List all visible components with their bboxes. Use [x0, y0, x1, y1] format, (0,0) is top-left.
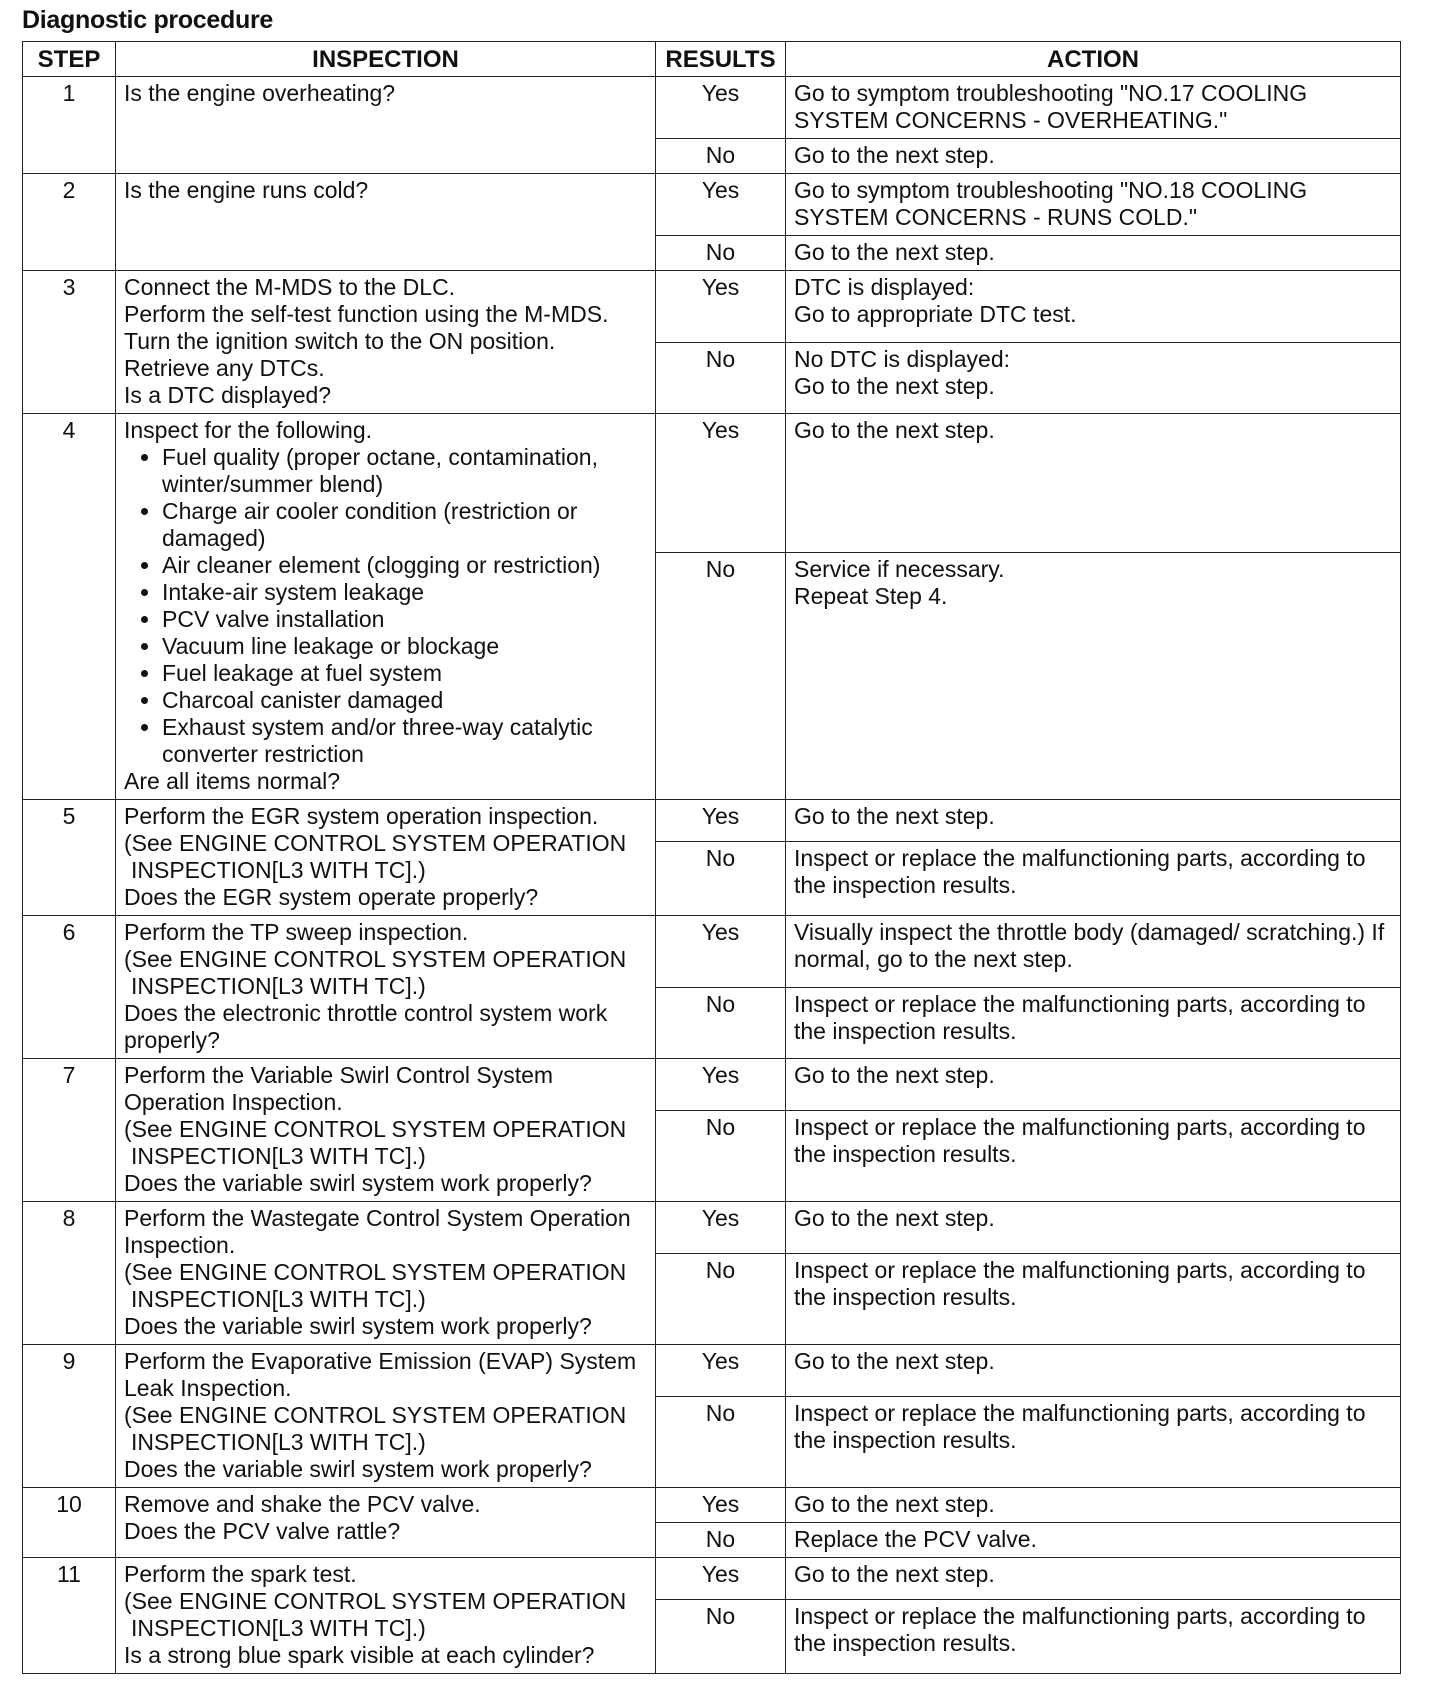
inspection-line: Perform the self-test function using the M-MDS. — [124, 301, 609, 327]
inspection-line: INSPECTION[L3 WITH TC].) — [131, 1286, 426, 1312]
table-row — [23, 174, 1401, 236]
inspection-cell — [116, 800, 656, 916]
action-line: Visually inspect the throttle body (damaged/ scratching.) If normal, go to the next step. — [794, 919, 1385, 972]
action-line: No DTC is displayed: — [794, 345, 1011, 372]
action-cell — [786, 916, 1401, 988]
result-value: No — [656, 553, 786, 800]
action-cell — [786, 987, 1401, 1059]
header-inspection: INSPECTION — [116, 42, 656, 77]
inspection-cell — [116, 414, 656, 800]
result-value: Yes — [656, 1059, 786, 1111]
table-row — [23, 916, 1401, 988]
action-line: Go to the next step. — [794, 239, 995, 265]
inspection-question: Are all items normal? — [124, 768, 341, 794]
step-number: 7 — [23, 1059, 116, 1202]
action-line: Service if necessary. — [794, 556, 1005, 583]
action-cell — [786, 1599, 1401, 1673]
inspection-cell — [116, 1558, 656, 1674]
result-value: Yes — [656, 1488, 786, 1523]
inspection-line: (See ENGINE CONTROL SYSTEM OPERATION — [124, 1588, 627, 1614]
action-cell — [786, 77, 1401, 139]
page-title: Diagnostic procedure — [22, 6, 273, 34]
inspection-checklist — [124, 444, 649, 768]
action-cell — [786, 553, 1401, 800]
action-line: Replace the PCV valve. — [794, 1526, 1037, 1552]
result-value: Yes — [656, 1558, 786, 1600]
inspection-line: Is the engine runs cold? — [124, 177, 369, 203]
result-value: Yes — [656, 77, 786, 139]
diagnostic-table — [22, 41, 1401, 1674]
inspection-line: Perform the EGR system operation inspection. — [124, 803, 599, 829]
action-line: Go to the next step. — [794, 1062, 995, 1088]
inspection-line: Perform the TP sweep inspection. — [124, 919, 469, 945]
inspection-cell — [116, 77, 656, 174]
action-line: Inspect or replace the malfunctioning parts, according to the inspection results. — [794, 1602, 1366, 1656]
inspection-line: INSPECTION[L3 WITH TC].) — [131, 973, 426, 999]
action-cell — [786, 414, 1401, 553]
action-cell — [786, 1523, 1401, 1558]
step-number: 9 — [23, 1345, 116, 1488]
inspection-line: Is the engine overheating? — [124, 80, 396, 106]
action-cell — [786, 174, 1401, 236]
action-line: Go to the next step. — [794, 1348, 995, 1374]
action-cell — [786, 841, 1401, 915]
inspection-line: Perform the Wastegate Control System Operation Inspection. — [124, 1205, 631, 1258]
table-row — [23, 77, 1401, 139]
list-item: • Intake-air system leakage — [162, 579, 649, 606]
step-number: 6 — [23, 916, 116, 1059]
inspection-line: Does the PCV valve rattle? — [124, 1518, 401, 1544]
list-item: • Air cleaner element (clogging or restriction) — [162, 552, 649, 579]
header-results: RESULTS — [656, 42, 786, 77]
result-value: Yes — [656, 916, 786, 988]
header-step: STEP — [23, 42, 116, 77]
action-cell — [786, 236, 1401, 271]
result-value: No — [656, 841, 786, 915]
inspection-line: Connect the M-MDS to the DLC. — [124, 274, 456, 300]
action-line: Inspect or replace the malfunctioning parts, according to the inspection results. — [794, 844, 1366, 898]
table-body — [23, 77, 1401, 1674]
result-value: Yes — [656, 414, 786, 553]
inspection-line: (See ENGINE CONTROL SYSTEM OPERATION — [124, 1116, 627, 1142]
result-value: Yes — [656, 1345, 786, 1397]
table-row — [23, 1345, 1401, 1397]
table-row — [23, 1558, 1401, 1600]
list-item: • PCV valve installation — [162, 606, 649, 633]
action-cell — [786, 1396, 1401, 1487]
action-line: Go to the next step. — [794, 142, 995, 168]
table-row — [23, 1488, 1401, 1523]
inspection-line: Is a DTC displayed? — [124, 382, 332, 408]
action-cell — [786, 1110, 1401, 1201]
result-value: Yes — [656, 271, 786, 343]
inspection-line: INSPECTION[L3 WITH TC].) — [131, 1143, 426, 1169]
step-number: 2 — [23, 174, 116, 271]
inspection-line: INSPECTION[L3 WITH TC].) — [131, 1429, 426, 1455]
inspection-line: Does the variable swirl system work properly? — [124, 1170, 592, 1196]
action-line: Go to symptom troubleshooting "NO.17 COOLING SYSTEM CONCERNS - OVERHEATING." — [794, 80, 1308, 133]
inspection-line: INSPECTION[L3 WITH TC].) — [131, 857, 426, 883]
inspection-line: Does the variable swirl system work properly? — [124, 1456, 592, 1482]
inspection-cell — [116, 174, 656, 271]
action-line: Go to appropriate DTC test. — [794, 301, 1077, 327]
result-value: No — [656, 236, 786, 271]
action-line: Go to symptom troubleshooting "NO.18 COOLING SYSTEM CONCERNS - RUNS COLD." — [794, 177, 1308, 230]
step-number: 10 — [23, 1488, 116, 1558]
result-value: No — [656, 342, 786, 414]
list-item: • Fuel leakage at fuel system — [162, 660, 649, 687]
result-value: No — [656, 139, 786, 174]
action-cell — [786, 1202, 1401, 1254]
list-item: • Charcoal canister damaged — [162, 687, 649, 714]
list-item: • Fuel quality (proper octane, contamination, winter/summer blend) — [162, 444, 649, 498]
step-number: 4 — [23, 414, 116, 800]
result-value: No — [656, 987, 786, 1059]
table-row — [23, 800, 1401, 842]
inspection-line: Does the EGR system operate properly? — [124, 884, 539, 910]
action-line: Repeat Step 4. — [794, 583, 948, 610]
result-value: No — [656, 1599, 786, 1673]
list-item: • Exhaust system and/or three-way catalytic converter restriction — [162, 714, 649, 768]
step-number: 11 — [23, 1558, 116, 1674]
action-line: Inspect or replace the malfunctioning parts, according to the inspection results. — [794, 990, 1366, 1044]
result-value: No — [656, 1110, 786, 1201]
inspection-cell — [116, 1345, 656, 1488]
inspection-line: Is a strong blue spark visible at each cylinder? — [124, 1642, 595, 1668]
inspection-line: Perform the Evaporative Emission (EVAP) System Leak Inspection. — [124, 1348, 637, 1401]
inspection-line: Perform the spark test. — [124, 1561, 357, 1587]
inspection-cell — [116, 1059, 656, 1202]
action-line: Go to the next step. — [794, 1561, 995, 1587]
action-cell — [786, 1345, 1401, 1397]
inspection-line: Perform the Variable Swirl Control System Operation Inspection. — [124, 1062, 554, 1115]
header-action: ACTION — [786, 42, 1401, 77]
inspection-cell — [116, 1488, 656, 1558]
result-value: Yes — [656, 1202, 786, 1254]
table-row — [23, 271, 1401, 343]
step-number: 8 — [23, 1202, 116, 1345]
inspection-line: INSPECTION[L3 WITH TC].) — [131, 1615, 426, 1641]
action-line: Inspect or replace the malfunctioning parts, according to the inspection results. — [794, 1256, 1366, 1310]
action-line: Go to the next step. — [794, 1491, 995, 1517]
table-row — [23, 1202, 1401, 1254]
inspection-line: (See ENGINE CONTROL SYSTEM OPERATION — [124, 946, 627, 972]
action-line: Go to the next step. — [794, 803, 995, 829]
inspection-line: (See ENGINE CONTROL SYSTEM OPERATION — [124, 830, 627, 856]
result-value: No — [656, 1253, 786, 1344]
action-line: Inspect or replace the malfunctioning parts, according to the inspection results. — [794, 1399, 1366, 1453]
step-number: 5 — [23, 800, 116, 916]
inspection-cell — [116, 271, 656, 414]
inspection-line: Remove and shake the PCV valve. — [124, 1491, 481, 1517]
action-line: Go to the next step. — [794, 1205, 995, 1231]
inspection-line: Does the electronic throttle control system work properly? — [124, 1000, 608, 1053]
action-cell — [786, 1558, 1401, 1600]
table-row — [23, 1059, 1401, 1111]
action-line: DTC is displayed: — [794, 274, 975, 300]
result-value: Yes — [656, 800, 786, 842]
result-value: No — [656, 1523, 786, 1558]
inspection-cell — [116, 1202, 656, 1345]
action-line: Go to the next step. — [794, 417, 995, 443]
action-cell — [786, 342, 1401, 414]
list-item: • Vacuum line leakage or blockage — [162, 633, 649, 660]
inspection-cell — [116, 916, 656, 1059]
action-cell — [786, 1488, 1401, 1523]
step-number: 3 — [23, 271, 116, 414]
step-number: 1 — [23, 77, 116, 174]
action-cell — [786, 800, 1401, 842]
action-cell — [786, 139, 1401, 174]
inspection-line: (See ENGINE CONTROL SYSTEM OPERATION — [124, 1259, 627, 1285]
table-row — [23, 414, 1401, 553]
action-line: Go to the next step. — [794, 372, 995, 399]
list-item: • Charge air cooler condition (restriction or damaged) — [162, 498, 649, 552]
result-value: Yes — [656, 174, 786, 236]
action-cell — [786, 1253, 1401, 1344]
result-value: No — [656, 1396, 786, 1487]
inspection-line: Retrieve any DTCs. — [124, 355, 325, 381]
inspection-line: Turn the ignition switch to the ON position. — [124, 328, 556, 354]
action-cell — [786, 271, 1401, 343]
inspection-line: (See ENGINE CONTROL SYSTEM OPERATION — [124, 1402, 627, 1428]
inspection-line: Inspect for the following. — [124, 417, 373, 443]
action-cell — [786, 1059, 1401, 1111]
inspection-line: Does the variable swirl system work properly? — [124, 1313, 592, 1339]
action-line: Inspect or replace the malfunctioning parts, according to the inspection results. — [794, 1113, 1366, 1167]
table-header-row — [23, 42, 1401, 77]
